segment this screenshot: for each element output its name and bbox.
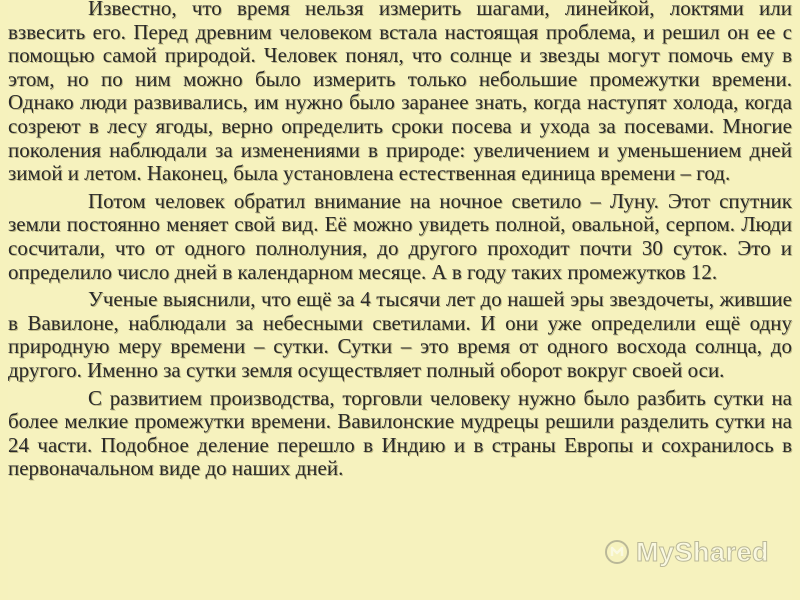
paragraph-month: Потом человек обратил внимание на ночное светило – Луну. Этот спутник земли постоянно меняет свой вид. Её можно увидеть полной, овальной, серпом. Люди сосчитали, что от одного полнолуния, до другого проходит почти 30 суток. Это и определило число дней в календарном месяце. А в году таких промежутков 12. xyxy=(8,188,792,284)
paragraph-day: Ученые выяснили, что ещё за 4 тысячи лет до нашей эры звездочеты, жившие в Вавилоне, наблюдали за небесными светилами. И они уже определили ещё одну природную меру времени – сутки. Сутки – это время от одного восхода солнца, до другого. Именно за сутки земля осуществляет полный оборот вокруг своей оси. xyxy=(8,287,792,382)
paragraph-hours: С развитием производства, торговли человеку нужно было разбить сутки на более мелкие промежутки времени. Вавилонские мудрецы решили разделить сутки на 24 части. Подобное деление перешло в Индию и в страны Европы и сохранилось в первоначальном виде до наших дней. xyxy=(8,385,792,481)
watermark-text: MyShared xyxy=(636,536,770,567)
slide-page xyxy=(8,0,792,600)
body-text xyxy=(8,0,792,485)
paragraph-year: Известно, что время нельзя измерить шагами, линейкой, локтями или взвесить его. Перед древним человеком встала настоящая проблема, и решил он ее с помощью самой природой. Человек понял, что солнце и звезды могут помочь ему в этом, но по ним можно было измерить только небольшие промежутки времени. Однако люди развивались, им нужно было заранее знать, когда наступят холода, когда созреют в лесу ягоды, верно определить сроки посева и ухода за посевами. Многие поколения наблюдали за изменениями в природе: увеличением и уменьшением дней зимой и летом. Наконец, была установлена естественная единица времени – год. xyxy=(8,0,792,186)
